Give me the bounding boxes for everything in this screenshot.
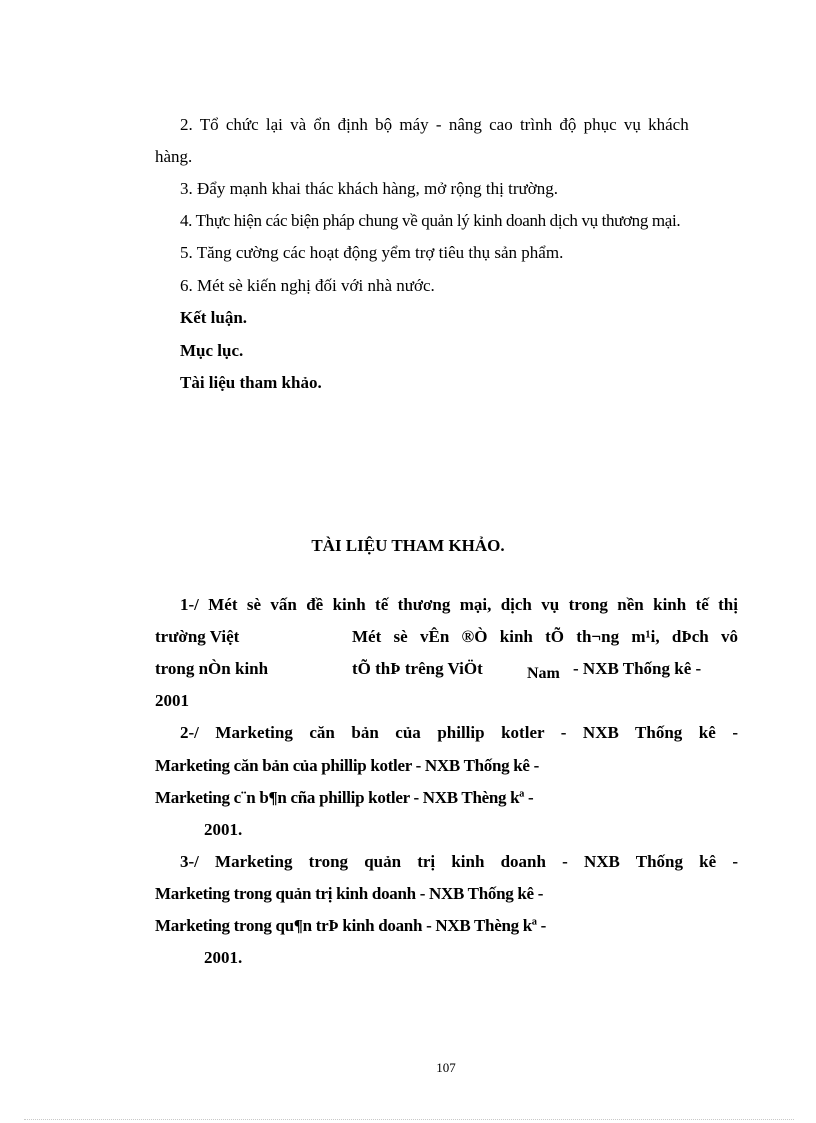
ref-2-line-4: 2001. [204, 820, 243, 839]
ref-2-line-1: 2-/ Marketing căn bản của phillip kotler - NXB Thống kê - [180, 723, 738, 742]
references-heading: TÀI LIỆU THAM KHẢO. [311, 536, 505, 555]
toc-item-6: 6. Mét sè kiến nghị đối với nhà nước. [180, 276, 435, 295]
toc-item-4: 4. Thực hiện các biện pháp chung về quản lý kinh doanh dịch vụ thương mại. [180, 211, 681, 230]
ref-1-line-3-part-b: tÕ thÞ trêng ViÖt [352, 659, 483, 678]
ref-1-line-2-part-b: Mét sè vÊn ®Ò kinh tÕ th¬ng m¹i, dÞch vô [352, 627, 738, 646]
toc-item-2-line-1 [180, 114, 738, 136]
ref-1-line-4: 2001 [155, 691, 189, 710]
ref-3-line-1: 3-/ Marketing trong quản trị kinh doanh - NXB Thống kê - [180, 852, 738, 871]
toc-item-2-text: 2. Tổ chức lại và ổn định bộ máy - nâng cao trình độ phục vụ khách [180, 115, 689, 134]
ref-1-line-3-part-d: - NXB Thống kê - [573, 659, 702, 678]
ref-3-line-3: Marketing trong qu¶n trÞ kinh doanh - NXB Thèng kª - [155, 916, 547, 935]
ref-1-line-1: 1-/ Mét sè vấn đề kinh tế thương mại, dịch vụ trong nền kinh tế thị [180, 595, 738, 614]
toc-item-5: 5. Tăng cường các hoạt động yểm trợ tiêu thụ sản phẩm. [180, 243, 564, 262]
toc-contents: Mục lục. [180, 341, 244, 360]
ref-2-line-3: Marketing c¨n b¶n cña phillip kotler - NXB Thèng kª - [155, 788, 534, 807]
toc-conclusion: Kết luận. [180, 308, 248, 327]
page-bottom-divider [24, 1119, 794, 1120]
ref-3-line-4: 2001. [204, 948, 243, 967]
page-number: 107 [436, 1060, 456, 1075]
ref-1-line-3-part-a: trong nÒn kinh [155, 659, 269, 678]
toc-references: Tài liệu tham khảo. [180, 373, 322, 392]
ref-2-line-2: Marketing căn bản của phillip kotler - NXB Thống kê - [155, 756, 539, 775]
toc-item-2-line-2: hàng. [155, 147, 193, 166]
ref-1-line-2-part-a: trường Việt [155, 627, 240, 646]
ref-1-line-3-part-c: Nam [527, 665, 560, 682]
toc-item-3: 3. Đẩy mạnh khai thác khách hàng, mở rộng thị trường. [180, 179, 558, 198]
ref-3-line-2: Marketing trong quản trị kinh doanh - NXB Thống kê - [155, 884, 544, 903]
